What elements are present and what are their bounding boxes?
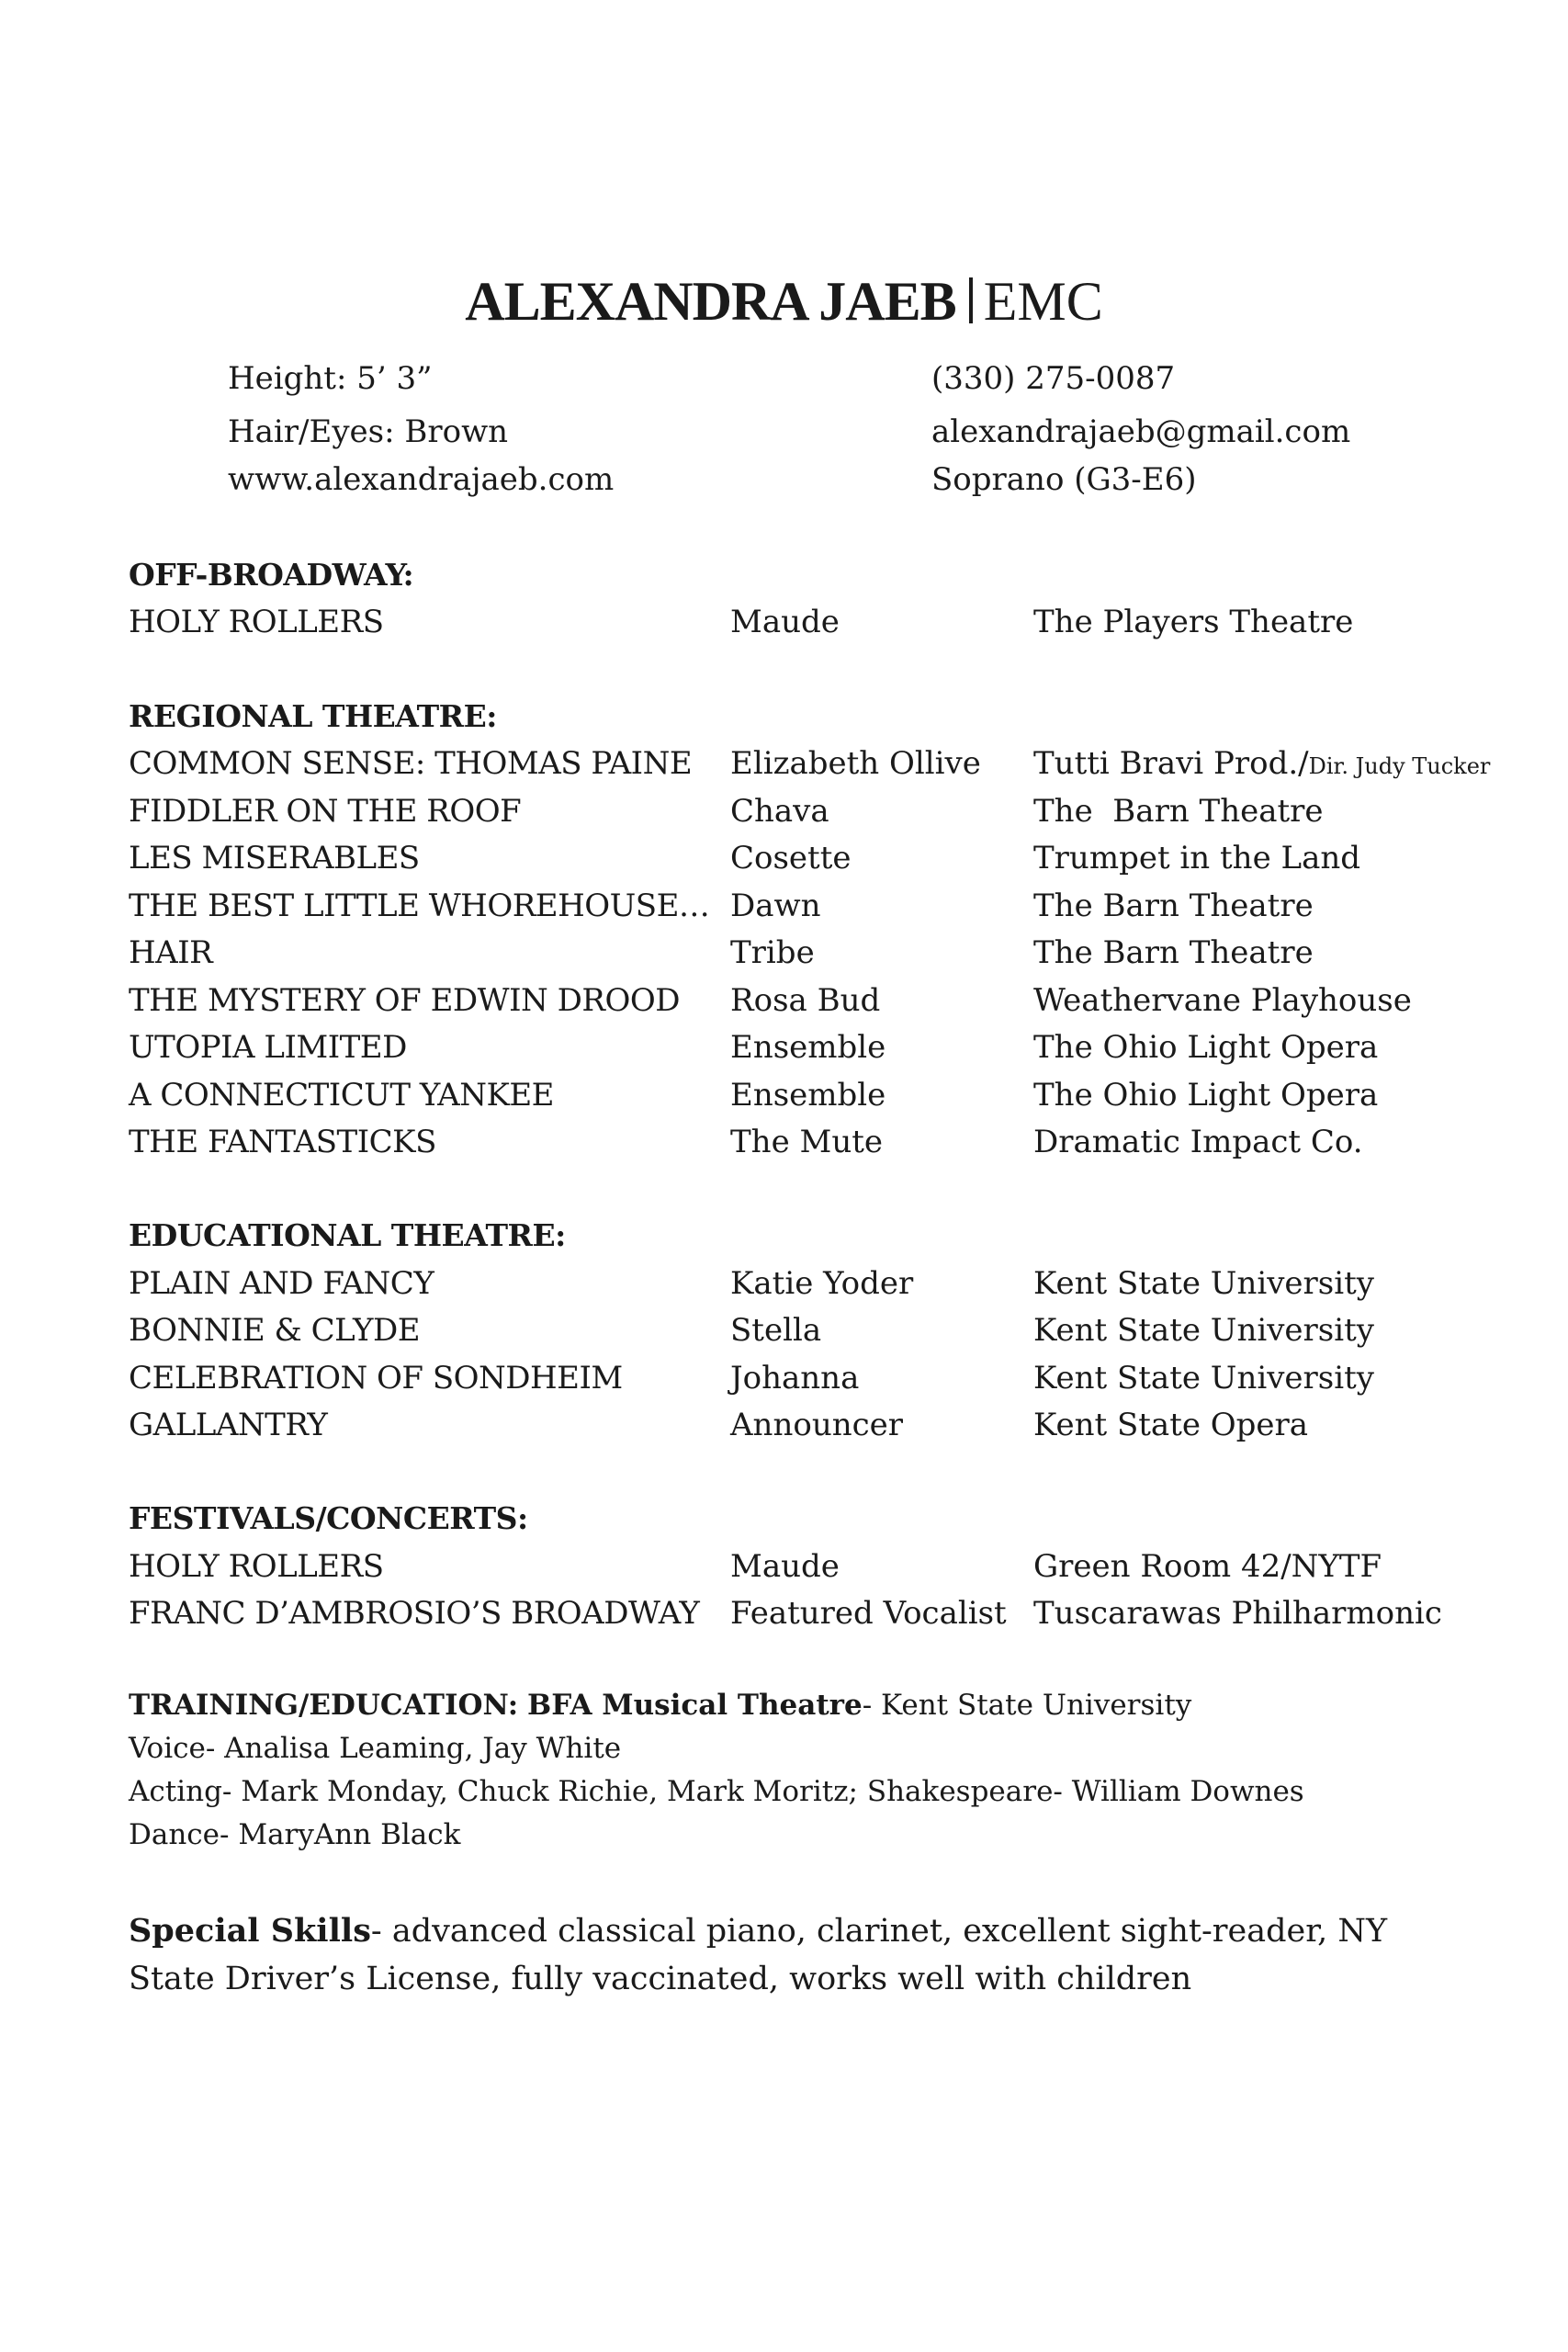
credit-row [0,1077,1568,1114]
credit-row [0,1029,1568,1066]
role: Tribe [730,934,815,971]
role: Ensemble [730,1029,886,1066]
venue: Trumpet in the Land [1033,840,1361,876]
credit-row [0,745,1568,782]
role: Ensemble [730,1077,886,1114]
show-title: COMMON SENSE: THOMAS PAINE [129,745,693,782]
union-affiliation: EMC [983,271,1103,332]
venue: Dramatic Impact Co. [1033,1124,1363,1160]
website-link[interactable]: www.alexandrajaeb.com [228,461,615,498]
role: Johanna [730,1360,860,1396]
credit-row [0,1124,1568,1160]
skills-text: - advanced classical piano, clarinet, excellent sight-reader, NY State Driver’s License, fully vaccinated, works well with children [129,1913,1388,1997]
credit-row [0,1595,1568,1632]
role: The Mute [730,1124,883,1160]
show-title: FIDDLER ON THE ROOF [129,793,522,830]
role: Maude [730,604,840,640]
role: Stella [730,1312,822,1349]
credit-row [0,1265,1568,1302]
dance-teachers: Dance- MaryAnn Black [129,1818,461,1851]
role: Dawn [730,888,821,924]
phone-number: (330) 275-0087 [931,360,1176,397]
show-title: CELEBRATION OF SONDHEIM [129,1360,623,1396]
venue: The Barn Theatre [1033,888,1314,924]
email-link[interactable]: alexandrajaeb@gmail.com [931,413,1351,450]
credit-row [0,840,1568,876]
acting-teachers: Acting- Mark Monday, Chuck Richie, Mark Moritz; Shakespeare- William Downes [129,1775,1304,1808]
hair-eyes-info: Hair/Eyes: Brown [228,413,509,450]
venue: Kent State Opera [1033,1407,1309,1443]
venue: The Barn Theatre [1033,793,1324,830]
credit-row [0,888,1568,924]
venue: The Ohio Light Opera [1033,1077,1379,1114]
venue: Kent State University [1033,1265,1374,1302]
voice-type: Soprano (G3-E6) [931,461,1197,498]
show-title: THE BEST LITTLE WHOREHOUSE… [129,888,710,924]
training-line [129,1684,1470,1727]
section-heading-off-broadway: OFF-BROADWAY: [129,557,414,593]
credit-row [0,604,1568,640]
title-divider [969,277,973,323]
venue: Kent State University [1033,1360,1374,1396]
role: Rosa Bud [730,982,881,1019]
venue: The Players Theatre [1033,604,1354,640]
school: - Kent State University [862,1689,1192,1722]
section-heading-training: TRAINING/EDUCATION: [129,1689,519,1722]
role: Chava [730,793,829,830]
section-heading-educational: EDUCATIONAL THEATRE: [129,1217,566,1253]
credit-row [0,1312,1568,1349]
role: Elizabeth Ollive [730,745,981,782]
role: Cosette [730,840,852,876]
director-note: Dir. Judy Tucker [1308,753,1491,779]
venue: Weathervane Playhouse [1033,982,1412,1019]
venue: The Barn Theatre [1033,934,1314,971]
venue: Green Room 42/NYTF [1033,1548,1382,1585]
training-block [129,1684,1470,1857]
height-info: Height: 5’ 3” [228,360,433,397]
venue: Tuscarawas Philharmonic [1033,1595,1442,1632]
role: Featured Vocalist [730,1595,1007,1632]
show-title: GALLANTRY [129,1407,328,1443]
credit-row [0,1360,1568,1396]
degree: BFA Musical Theatre [527,1689,863,1722]
skills-label: Special Skills [129,1912,371,1950]
show-title: UTOPIA LIMITED [129,1029,407,1066]
venue [1033,745,1490,785]
credit-row [0,934,1568,971]
credit-row [0,1548,1568,1585]
special-skills [129,1907,1470,2003]
show-title: THE MYSTERY OF EDWIN DROOD [129,982,680,1019]
resume-title [0,265,1568,338]
role: Announcer [730,1407,904,1443]
show-title: THE FANTASTICKS [129,1124,436,1160]
voice-teachers: Voice- Analisa Leaming, Jay White [129,1732,622,1765]
show-title: FRANC D’AMBROSIO’S BROADWAY [129,1595,700,1632]
performer-name: ALEXANDRA JAEB [465,271,956,332]
show-title: HOLY ROLLERS [129,604,384,640]
credit-row [0,1407,1568,1443]
show-title: PLAIN AND FANCY [129,1265,434,1302]
show-title: A CONNECTICUT YANKEE [129,1077,554,1114]
section-heading-festivals: FESTIVALS/CONCERTS: [129,1500,528,1536]
venue-name: Tutti Bravi Prod./ [1033,745,1309,782]
section-heading-regional: REGIONAL THEATRE: [129,698,497,734]
venue: The Ohio Light Opera [1033,1029,1379,1066]
show-title: LES MISERABLES [129,840,420,876]
role: Maude [730,1548,840,1585]
show-title: HOLY ROLLERS [129,1548,384,1585]
credit-row [0,982,1568,1019]
role: Katie Yoder [730,1265,914,1302]
credit-row [0,793,1568,830]
show-title: HAIR [129,934,213,971]
show-title: BONNIE & CLYDE [129,1312,421,1349]
venue: Kent State University [1033,1312,1374,1349]
